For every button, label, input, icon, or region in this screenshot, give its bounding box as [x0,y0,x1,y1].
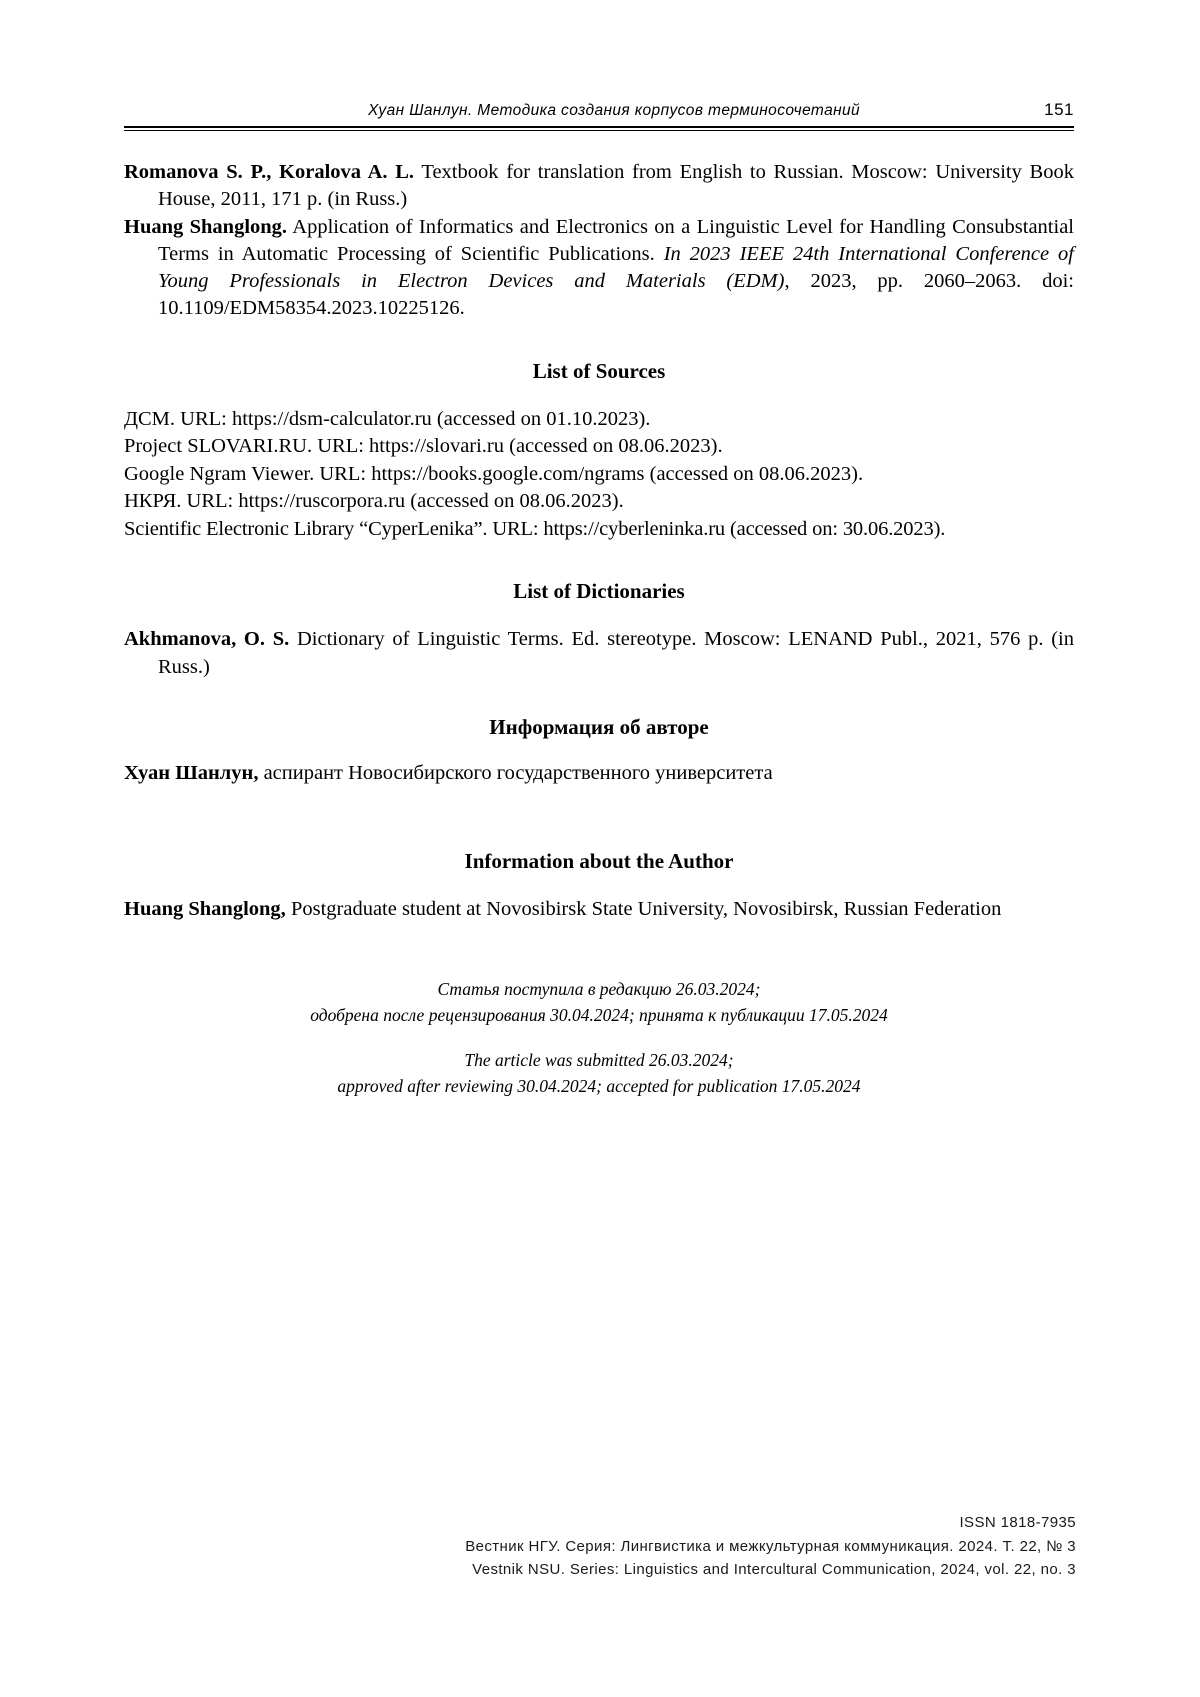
footer-journal-ru: Вестник НГУ. Серия: Лингвистика и межкультурная коммуникация. 2024. Т. 22, № 3 [465,1537,1076,1555]
running-head [124,100,1074,126]
header-rule [124,126,1074,131]
submission-date-ru-line1: Статья поступила в редакцию 26.03.2024; [437,979,761,1000]
page-number: 151 [1044,100,1074,119]
dictionary-text: Dictionary of Linguistic Terms. Ed. stereotype. Moscow: LENAND Publ., 2021, 576 p. (in Russ.) [158,628,1074,678]
author-name-en: Huang Shanglong, [124,898,286,921]
source-item: Scientific Electronic Library “CyperLenika”. URL: https://cyberleninka.ru (accessed on: 30.06.2023). [124,517,946,540]
section-heading-list-of-dictionaries: List of Dictionaries [513,579,685,604]
reference-text-before: Application of Informatics and Electronics on a Linguistic Level for Handling Consubstantial Terms in Automatic Processing of Scientific Publications. [158,215,1074,265]
reference-source-italic: In 2023 IEEE 24th International Conference of Young Professionals in Electron Devices and Materials (EDM) [158,242,1074,292]
page-footer [465,1511,1076,1581]
submission-dates-en [124,1047,1074,1100]
section-heading-author-info-ru: Информация об авторе [489,714,709,739]
source-item: Project SLOVARI.RU. URL: https://slovari.ru (accessed on 08.06.2023). [124,435,723,458]
submission-date-en-line1: The article was submitted 26.03.2024; [464,1049,734,1070]
author-affiliation-en: Postgraduate student at Novosibirsk State University, Novosibirsk, Russian Federation [285,898,1002,921]
reference-text: Textbook for translation from English to Russian. Moscow: University Book House, 2011, 171 p. (in Russ.) [158,161,1074,211]
submission-date-ru-line2: одобрена после рецензирования 30.04.2024; принята к публикации 17.05.2024 [310,1005,888,1026]
reference-author: Huang Shanglong. [124,215,288,238]
section-heading-list-of-sources: List of Sources [532,358,666,383]
submission-dates [124,976,1074,1099]
reference-text-after: , 2023, pp. 2060–2063. doi: 10.1109/EDM58354.2023.10225126. [158,270,1074,320]
page-content [124,100,1074,1099]
submission-dates-ru [124,976,1074,1029]
author-info-ru [124,760,1074,788]
dictionary-entry [124,626,1074,681]
reference-author: Romanova S. P., Koralova A. L. [124,161,415,183]
dictionary-author: Akhmanova, O. S. [124,628,290,651]
footer-journal-en: Vestnik NSU. Series: Linguistics and Intercultural Communication, 2024, vol. 22, no. 3 [472,1560,1076,1578]
running-head-title: Хуан Шанлун. Методика создания корпусов терминосочетаний [368,102,861,119]
sources-list [124,406,1074,544]
source-item: НКРЯ. URL: https://ruscorpora.ru (accessed on 08.06.2023). [124,490,624,513]
source-item: Google Ngram Viewer. URL: https://books.google.com/ngrams (accessed on 08.06.2023). [124,462,864,485]
author-affiliation-ru: аспирант Новосибирского государственного университета [258,761,773,784]
author-info-en [124,896,1074,924]
source-item: ДСМ. URL: https://dsm-calculator.ru (accessed on 01.10.2023). [124,407,651,430]
submission-date-en-line2: approved after reviewing 30.04.2024; accepted for publication 17.05.2024 [337,1075,861,1096]
footer-issn: ISSN 1818-7935 [959,1514,1076,1532]
reference-entry [124,159,1074,214]
author-name-ru: Хуан Шанлун, [124,761,259,784]
section-heading-author-info-en: Information about the Author [464,849,734,874]
reference-entry [124,214,1074,323]
